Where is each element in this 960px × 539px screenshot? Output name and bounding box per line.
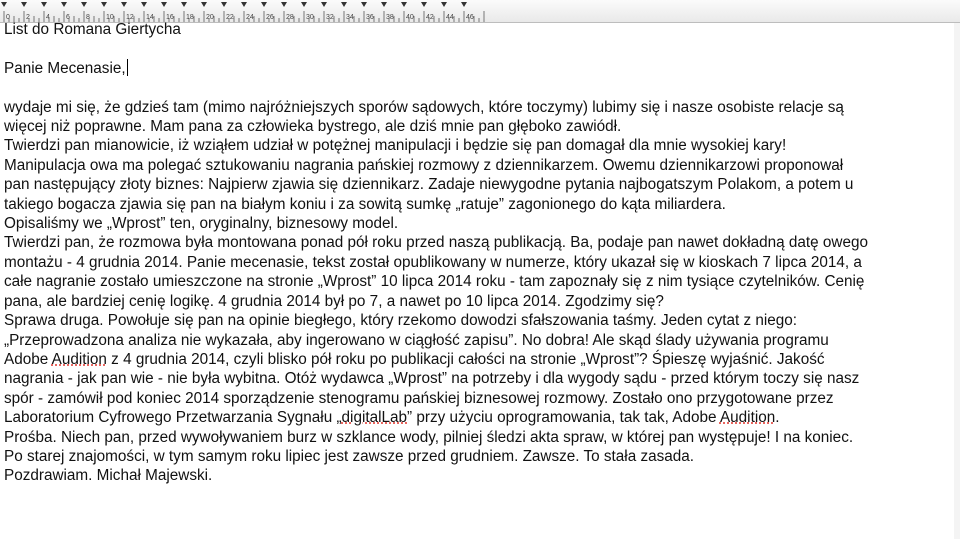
ruler-label: 30 — [306, 14, 314, 21]
tab-stop-marker — [301, 2, 307, 7]
tab-stop-marker — [61, 2, 67, 7]
ruler-label: 18 — [186, 14, 194, 21]
body-line: więcej niż poprawne. Mam pana za człowieka bystrego, ale dziś mnie pan głęboko zawiódł. — [4, 118, 622, 136]
ruler-label: 28 — [286, 14, 294, 21]
body-line: Twierdzi pan, że rozmowa była montowana ponad pół roku przed naszą publikacją. Ba, podaje pan nawet dokładną datę owego — [4, 234, 868, 252]
ruler-label: 34 — [346, 14, 354, 21]
text-run: ” przy użyciu oprogramowania, tak tak, Adobe — [407, 409, 720, 427]
tab-stop-marker — [321, 2, 327, 7]
tab-stop-marker — [361, 2, 367, 7]
text-run: z 4 grudnia 2014, czyli blisko pół roku po publikacji całości na stronie „Wprost”? Śpieszę wyjaśnić. Jakość — [106, 350, 825, 368]
tab-stop-marker — [281, 2, 287, 7]
tab-stop-marker — [201, 2, 207, 7]
tab-stop-marker — [161, 2, 167, 7]
signature-line: Pozdrawiam. Michał Majewski. — [4, 467, 213, 485]
greeting-line — [4, 59, 954, 78]
ruler-label: 4 — [46, 14, 50, 21]
body-line: wydaje mi się, że gdzieś tam (mimo najróżniejszych sporów sądowych, które toczymy) lubimy się i nasze osobiste relacje są — [4, 98, 844, 116]
ruler-label: 2 — [26, 14, 30, 21]
ruler-label: 14 — [146, 14, 154, 21]
tab-stop-marker — [221, 2, 227, 7]
blank-line — [4, 78, 954, 97]
body-line: pan następujący złoty biznes: Najpierw zjawia się dziennikarz. Zadaje niewygodne pytania najbogatszym Polakom, a potem u — [4, 176, 854, 194]
body-line: całe nagranie zostało umieszczone na stronie „Wprost” 10 lipca 2014 roku - tam zapoznały się z nim tysiące czytelników. Cenię — [4, 273, 865, 291]
body-line: montażu - 4 grudnia 2014. Panie mecenasie, tekst został opublikowany w numerze, który ukazał się w kioskach 7 lipca 2014, a — [4, 253, 862, 271]
tab-stop-marker — [141, 2, 147, 7]
tab-stop-marker — [21, 2, 27, 7]
body-line: pana, ale bardziej cenię logikę. 4 grudnia 2014 był po 7, a nawet po 10 lipca 2014. Zgodzimy się? — [4, 292, 664, 310]
ruler-label: 26 — [266, 14, 274, 21]
body-line — [4, 350, 954, 369]
tab-stop-marker — [381, 2, 387, 7]
text-run: Adobe — [4, 350, 52, 368]
tab-stop-marker — [181, 2, 187, 7]
body-line: spór - zamówił pod koniec 2014 sporządzenie stenogramu pańskiej biznesowej rozmowy. Zostało ono przygotowane przez — [4, 389, 834, 407]
ruler-label: 0 — [6, 14, 10, 21]
body-line: Sprawa druga. Powołuje się pan na opinie biegłego, który rzekomo dowodzi sfałszowania taśmy. Jeden cytat z niego: — [4, 312, 798, 330]
ruler-label: 42 — [426, 14, 434, 21]
body-line: nagrania - jak pan wie - nie była wybitna. Otóż wydawca „Wprost” na potrzeby i dla wygody sądu - przed którym toczy się nasz — [4, 370, 860, 388]
doc-title: List do Romana Giertycha — [4, 21, 181, 38]
ruler-label: 22 — [226, 14, 234, 21]
vertical-scrollbar[interactable] — [954, 23, 960, 539]
ruler-label: 46 — [466, 14, 474, 21]
text-run: Laboratorium Cyfrowego Przetwarzania Sygnału „ — [4, 409, 342, 427]
tab-stop-marker — [461, 2, 467, 7]
tab-stop-marker — [441, 2, 447, 7]
tab-stop-marker — [401, 2, 407, 7]
tab-stop-marker — [261, 2, 267, 7]
ruler-label: 10 — [106, 14, 114, 21]
body-line — [4, 408, 954, 427]
greeting: Panie Mecenasie, — [4, 59, 126, 77]
ruler-label: 24 — [246, 14, 254, 21]
tab-stop-marker — [421, 2, 427, 7]
misspelled-word[interactable]: digitalLab — [341, 409, 408, 427]
body-line: „Przeprowadzona analiza nie wykazała, aby ingerowano w ciągłość zapisu”. No dobra! Ale skąd ślady używania programu — [4, 331, 829, 349]
ruler-label: 6 — [66, 14, 70, 21]
ruler-label: 8 — [86, 14, 90, 21]
ruler-label: 36 — [366, 14, 374, 21]
ruler-label: 40 — [406, 14, 414, 21]
ruler-label: 44 — [446, 14, 454, 21]
blank-line — [4, 39, 954, 58]
misspelled-word[interactable]: Audition — [51, 350, 107, 368]
ruler-label: 20 — [206, 14, 214, 21]
tab-stop-marker — [1, 2, 7, 7]
document-body[interactable] — [4, 20, 954, 486]
ruler-scale — [0, 0, 960, 22]
body-line: Opisaliśmy we „Wprost” ten, oryginalny, biznesowy model. — [4, 215, 399, 233]
ruler-label: 38 — [386, 14, 394, 21]
text-run: . — [775, 409, 780, 427]
tab-stop-marker — [341, 2, 347, 7]
misspelled-word[interactable]: Audition — [719, 409, 776, 427]
body-line: Twierdzi pan mianowicie, iż wziąłem udział w potężnej manipulacji i będzie się pan domagał dla mnie wysokiej kary! — [4, 137, 787, 155]
tab-stop-marker — [101, 2, 107, 7]
tab-stop-marker — [241, 2, 247, 7]
ruler-label: 16 — [166, 14, 174, 21]
body-line: Prośba. Niech pan, przed wywoływaniem burz w szklance wody, pilniej śledzi akta spraw, w której pan występuje! I na koniec. — [4, 428, 854, 446]
ruler-label: 12 — [126, 14, 134, 21]
text-caret — [127, 59, 128, 76]
ruler-label: 32 — [326, 14, 334, 21]
body-line: Manipulacja owa ma polegać sztukowaniu nagrania pańskiej rozmowy z dziennikarzem. Owemu dziennikarzowi proponował — [4, 156, 844, 174]
tab-stop-marker — [41, 2, 47, 7]
body-line: takiego bogacza zjawia się pan na białym koniu i za sowitą sumkę „ratuje” zagonionego do kąta miliardera. — [4, 195, 726, 213]
body-line: Po starej znajomości, w tym samym roku lipiec jest zawsze przed grudniem. Zawsze. To stała zasada. — [4, 447, 695, 465]
tab-stop-marker — [81, 2, 87, 7]
tab-stop-marker — [121, 2, 127, 7]
